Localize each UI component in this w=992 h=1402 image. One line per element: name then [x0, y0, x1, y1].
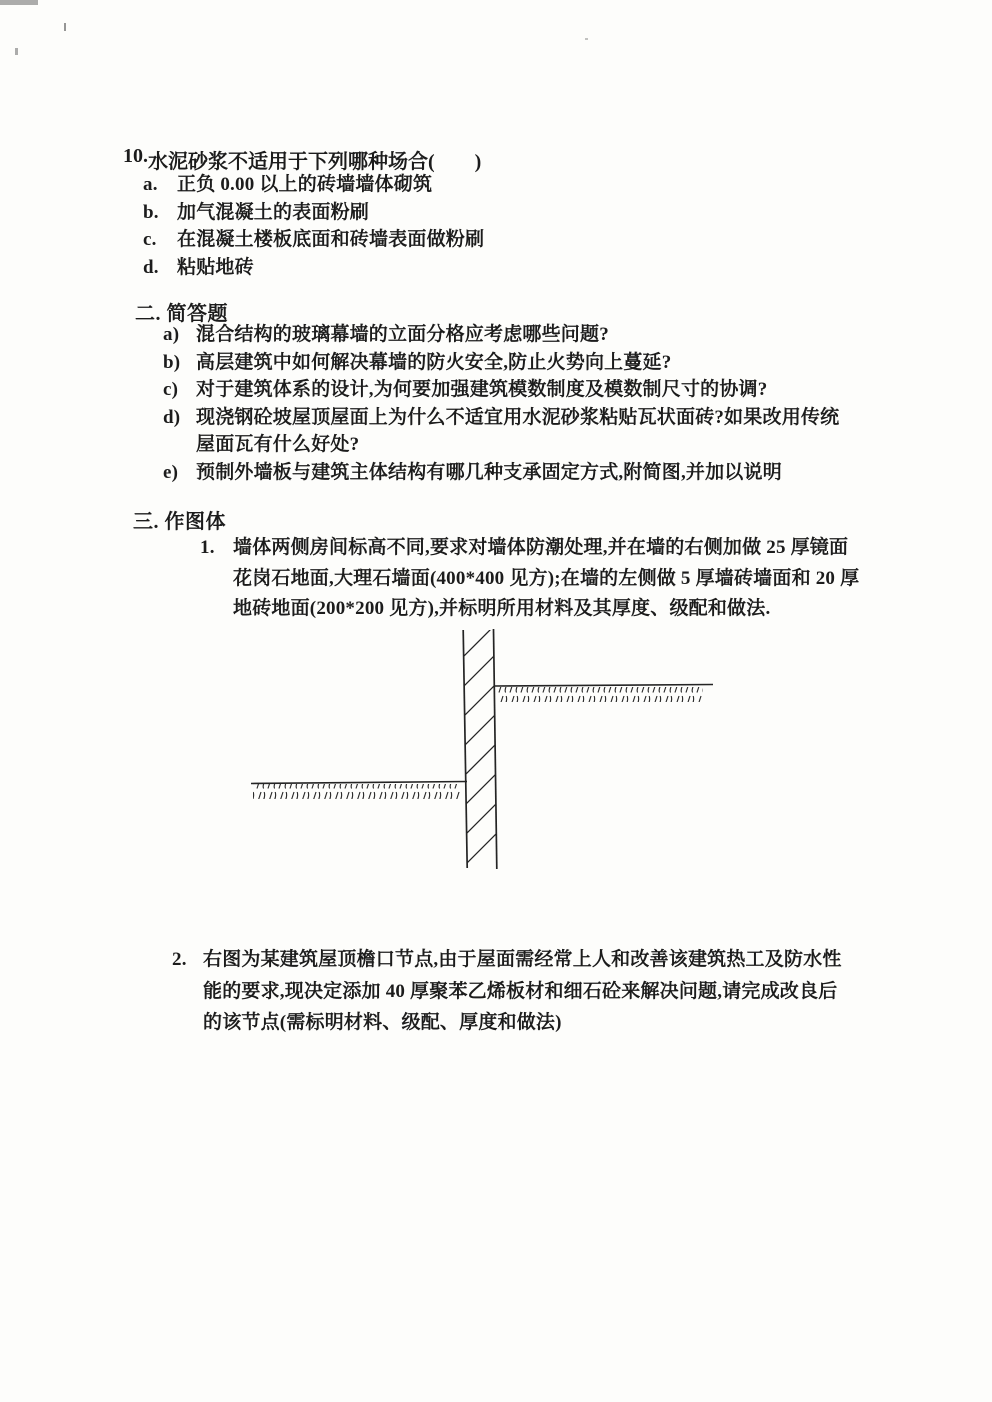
item-label: 2.	[172, 949, 187, 970]
question-10-stem: 水泥砂浆不适用于下列哪种场合( )	[148, 151, 482, 173]
earth-hatch	[253, 784, 460, 799]
option-label: a.	[143, 174, 158, 195]
scan-artifact	[15, 48, 18, 55]
section-2-items	[163, 321, 863, 486]
option-text: 加气混凝土的表面粉刷	[177, 201, 370, 223]
item-label: a)	[163, 324, 180, 345]
option-row-d	[143, 254, 843, 282]
item-text: 对于建筑体系的设计,为何要加强建筑模数制度及模数制尺寸的协调?	[196, 379, 768, 400]
option-label: b.	[143, 201, 159, 223]
item-label: d)	[163, 406, 181, 428]
item-label: b)	[163, 351, 181, 373]
option-text: 正负 0.00 以上的砖墙墙体砌筑	[177, 174, 433, 195]
short-answer-item-c	[163, 376, 863, 404]
short-answer-item-e	[163, 459, 863, 487]
option-row-a	[143, 171, 843, 199]
option-text: 在混凝土楼板底面和砖墙表面做粉刷	[177, 229, 485, 251]
item-text: 右图为某建筑屋顶檐口节点,由于屋面需经常上人和改善该建筑热工及防水性能的要求,现决定添加 40 厚聚苯乙烯板材和细石砼来解决问题,请完成改良后的该节点(需标明材料、级配、厚度和做法)	[203, 949, 842, 1033]
question-10-options	[143, 171, 843, 281]
item-text: 预制外墙板与建筑主体结构有哪几种支承固定方式,附简图,并加以说明	[196, 461, 782, 483]
short-answer-item-b	[163, 349, 863, 377]
item-label: c)	[163, 379, 179, 400]
wall-diagonal-hatch	[453, 615, 507, 877]
short-answer-item-a	[163, 321, 863, 349]
item-text: 混合结构的玻璃幕墙的立面分格应考虑哪些问题?	[196, 324, 609, 345]
item-text: 高层建筑中如何解决幕墙的防火安全,防止火势向上蔓延?	[196, 351, 672, 373]
masonry-wall	[453, 615, 507, 877]
drawing-item-1	[200, 533, 865, 625]
option-label: d.	[143, 256, 159, 278]
item-label: e)	[163, 461, 179, 483]
question-10-stem-row	[123, 145, 481, 174]
option-row-c	[143, 226, 843, 254]
option-text: 粘贴地砖	[177, 256, 254, 278]
scan-artifact	[64, 23, 66, 31]
section-2-heading: 二. 简答题	[135, 303, 228, 325]
question-10-number: 10.	[123, 145, 148, 167]
drawing-item-2	[172, 944, 855, 1039]
item-text: 现浇钢砼坡屋顶屋面上为什么不适宜用水泥砂浆粘贴瓦状面砖?如果改用传统屋面瓦有什么好处?	[196, 406, 840, 455]
wall-section-diagram	[245, 615, 725, 885]
left-ground-level	[251, 782, 467, 800]
option-row-b	[143, 199, 843, 227]
right-ground-level	[494, 685, 713, 703]
item-label: 1.	[200, 537, 215, 558]
item-text: 墙体两侧房间标高不同,要求对墙体防潮处理,并在墙的右侧加做 25 厚镜面花岗石地面,大理石墙面(400*400 见方);在墙的左侧做 5 厚墙砖墙面和 20 厚地砖地面(200*200 见方),并标明所用材料及其厚度、级配和做法.	[233, 537, 860, 619]
option-label: c.	[143, 229, 157, 251]
short-answer-item-d	[163, 404, 863, 459]
scan-artifact	[585, 38, 588, 40]
scan-artifact	[0, 0, 38, 5]
section-3-heading: 三. 作图体	[133, 511, 226, 533]
earth-hatch	[497, 687, 703, 702]
